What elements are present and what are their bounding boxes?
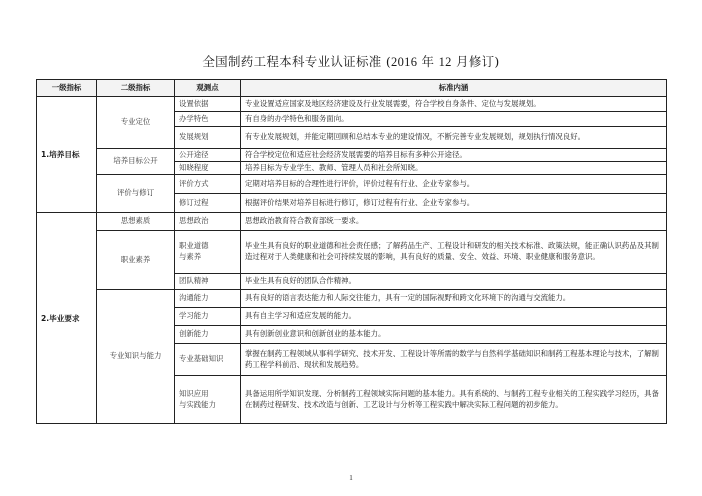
desc-ethics: 毕业生具有良好的职业道德和社会责任感；了解药品生产、工程设计和研发的相关技术标准、政策法规，能正确认识药品及其制造过程对于人类健康和社会可持续发展的影响，具有良好的质量、安全、效益、环境、职业健康和服务意识。 xyxy=(241,231,667,274)
level2-goal-publicity: 培养目标公开 xyxy=(97,149,175,175)
table-row xyxy=(37,97,667,112)
document-title xyxy=(0,52,702,70)
desc-communication: 具有良好的语言表达能力和人际交往能力，具有一定的国际视野和跨文化环境下的沟通与交流能力。 xyxy=(241,290,667,308)
point-teamwork: 团队精神 xyxy=(175,274,241,290)
table-row xyxy=(37,149,667,162)
level2-ideology: 思想素质 xyxy=(97,213,175,231)
desc-publicity-channel: 符合学校定位和适应社会经济发展需要的培养目标有多种公开途径。 xyxy=(241,149,667,162)
page-number: 1 xyxy=(349,474,353,482)
level1-graduation-requirements: 2.毕业要求 xyxy=(37,213,97,424)
header-level2: 二级指标 xyxy=(97,80,175,97)
point-practice xyxy=(175,376,241,424)
desc-basis: 专业设置适应国家及地区经济建设及行业发展需要，符合学校自身条件、定位与发展规划。 xyxy=(241,97,667,112)
point-development-plan: 发展规划 xyxy=(175,127,241,149)
table-header-row xyxy=(37,80,667,97)
point-ethics xyxy=(175,231,241,274)
desc-teamwork: 毕业生具有良好的团队合作精神。 xyxy=(241,274,667,290)
point-ethics-line2: 与素养 xyxy=(179,252,202,261)
title-month: 12 xyxy=(438,55,452,69)
standards-table xyxy=(36,79,667,424)
desc-evaluation-method: 定期对培养目标的合理性进行评价，评价过程有行业、企业专家参与。 xyxy=(241,175,667,194)
title-main: 全国制药工程本科专业认证标准 xyxy=(202,54,382,69)
level1-training-goals: 1.培养目标 xyxy=(37,97,97,213)
table-row xyxy=(37,175,667,194)
point-learning: 学习能力 xyxy=(175,308,241,326)
desc-revision-process: 根据评价结果对培养目标进行修订，修订过程有行业、企业专家参与。 xyxy=(241,194,667,213)
point-basis: 设置依据 xyxy=(175,97,241,112)
title-month-suffix: 月修订 xyxy=(456,54,495,69)
header-observation: 观测点 xyxy=(175,80,241,97)
title-paren-open: ( xyxy=(385,54,392,69)
table-row xyxy=(37,213,667,231)
title-year-unit: 年 xyxy=(421,54,435,69)
desc-development-plan: 有专业发展规划，并能定期回顾和总结本专业的建设情况，不断完善专业发展规划，规划执行情况良好。 xyxy=(241,127,667,149)
title-year: 2016 xyxy=(391,55,418,69)
point-practice-line2: 与实践能力 xyxy=(179,399,216,409)
point-basic-knowledge: 专业基础知识 xyxy=(175,344,241,376)
point-politics: 思想政治 xyxy=(175,213,241,231)
desc-features: 有自身的办学特色和服务面向。 xyxy=(241,112,667,127)
table-row xyxy=(37,231,667,274)
point-innovation: 创新能力 xyxy=(175,326,241,344)
point-awareness: 知晓程度 xyxy=(175,162,241,175)
level2-professional-quality: 职业素养 xyxy=(97,231,175,290)
desc-learning: 具有自主学习和适应发展的能力。 xyxy=(241,308,667,326)
title-paren-close: ) xyxy=(494,54,500,69)
level2-evaluation-revision: 评价与修订 xyxy=(97,175,175,213)
point-communication: 沟通能力 xyxy=(175,290,241,308)
point-publicity-channel: 公开途径 xyxy=(175,149,241,162)
level2-positioning: 专业定位 xyxy=(97,97,175,149)
header-level1: 一级指标 xyxy=(37,80,97,97)
desc-politics: 思想政治教育符合教育部统一要求。 xyxy=(241,213,667,231)
point-ethics-line1: 职业道德 xyxy=(179,241,209,251)
desc-awareness: 培养目标为专业学生、教师、管理人员和社会所知晓。 xyxy=(241,162,667,175)
header-content: 标准内涵 xyxy=(241,80,667,97)
level2-knowledge-ability: 专业知识与能力 xyxy=(97,290,175,424)
desc-basic-knowledge: 掌握在制药工程领域从事科学研究、技术开发、工程设计等所需的数学与自然科学基础知识和制药工程基本理论与技术，了解制药工程学科前沿、现状和发展趋势。 xyxy=(241,344,667,376)
point-revision-process: 修订过程 xyxy=(175,194,241,213)
table-row xyxy=(37,290,667,308)
point-features: 办学特色 xyxy=(175,112,241,127)
desc-practice: 具备运用所学知识发现、分析制药工程领域实际问题的基本能力。具有系统的、与制药工程专业相关的工程实践学习经历，具备在制药过程研发、技术改造与创新、工艺设计与分析等工程实践中解决实际工程问题的初步能力。 xyxy=(241,376,667,424)
desc-innovation: 具有创新创业意识和创新创业的基本能力。 xyxy=(241,326,667,344)
point-evaluation-method: 评价方式 xyxy=(175,175,241,194)
point-practice-line1: 知识应用 xyxy=(179,388,209,398)
